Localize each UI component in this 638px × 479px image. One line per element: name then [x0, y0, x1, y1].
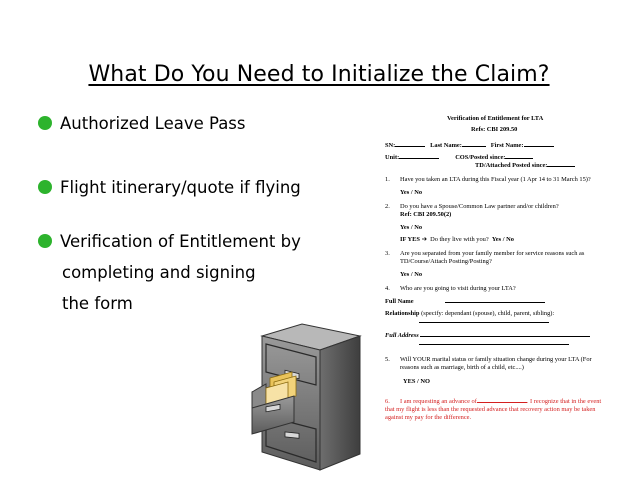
- q1-text: Have you taken an LTA during this Fiscal year (1 Apr 14 to 31 March 15)?: [400, 176, 591, 183]
- q2-text: Do you have a Spouse/Common Law partner and/or children?: [400, 203, 559, 210]
- q2-follow: Do they live with you?: [430, 236, 489, 243]
- q2-num: 2.: [385, 203, 390, 210]
- bullet-text: Authorized Leave Pass: [60, 114, 246, 133]
- q6-text-3: that my flight is less than the requested advance that recovery action may be taken: [385, 406, 596, 413]
- q2-ref: Ref: CBI 209.50(2): [400, 211, 452, 218]
- relationship-row: [385, 310, 554, 318]
- form-ref: Refs: CBI 209.50: [471, 126, 518, 133]
- relationship-hint: (specify: dependant (spouse), child, parent, sibling):: [421, 310, 555, 317]
- green-bullet-icon: [38, 180, 52, 194]
- form-unit-row: [385, 154, 533, 162]
- q3-text-2: TD/Course/Attach Posting/Posting?: [400, 258, 492, 265]
- file-cabinet-icon: [248, 322, 366, 472]
- q6-num: 6.: [385, 398, 390, 405]
- q5-answer: YES / NO: [403, 378, 430, 385]
- q5-text-1: Will YOUR marital status or family situation change during your LTA (For: [400, 356, 592, 363]
- bullet-authorized-leave-pass: [38, 108, 246, 139]
- q6-text-2: . I recognize that in the event: [526, 398, 602, 405]
- bullet-text: Flight itinerary/quote if flying: [60, 178, 301, 197]
- first-name-label: First Name:: [490, 142, 524, 149]
- q6-text-1: I am requesting an advance of: [400, 398, 477, 405]
- td-label: TD/Attached Posted since:: [475, 162, 548, 169]
- q3-text-1: Are you separated from your family member for service reasons such as: [400, 250, 585, 257]
- relationship-underline: [419, 318, 549, 326]
- unit-label: Unit:: [385, 154, 400, 161]
- q6-line-1: [400, 398, 601, 406]
- form-td-row: [475, 162, 575, 170]
- bullet-text: Verification of Entitlement by: [60, 232, 301, 251]
- relationship-label: Relationship: [385, 310, 420, 317]
- last-name-label: Last Name:: [430, 142, 462, 149]
- right-arrow-icon: ➔: [421, 236, 427, 243]
- q6-text-4: against my pay for the difference.: [385, 414, 472, 421]
- q5-text-2: reasons such as marriage, birth of a child, etc....): [400, 364, 524, 371]
- q4-text: Who are you going to visit during your LTA?: [400, 285, 516, 292]
- bullet-flight-itinerary: [38, 172, 301, 203]
- q2-if-yes: IF YES: [400, 236, 420, 243]
- green-bullet-icon: [38, 234, 52, 248]
- q2-answer: Yes / No: [400, 224, 423, 231]
- sn-label: SN:: [385, 142, 396, 149]
- full-name-row: [385, 298, 545, 306]
- q2-follow-answer: Yes / No: [491, 236, 514, 243]
- bullet-text-cont: the form: [62, 294, 133, 313]
- q3-answer: Yes / No: [400, 271, 423, 278]
- bullet-text-cont: completing and signing: [62, 263, 256, 282]
- full-address-label: Full Address: [385, 332, 419, 339]
- green-bullet-icon: [38, 116, 52, 130]
- slide-title: What Do You Need to Initialize the Claim?: [88, 62, 550, 87]
- address-underline: [419, 340, 569, 348]
- form-sn-row: [385, 142, 554, 150]
- q2-if-row: [400, 236, 514, 244]
- bullet-verification: [38, 226, 301, 319]
- q5-num: 5.: [385, 356, 390, 363]
- full-name-label: Full Name: [385, 298, 414, 305]
- full-address-row: [385, 332, 590, 340]
- q3-num: 3.: [385, 250, 390, 257]
- q1-answer: Yes / No: [400, 189, 423, 196]
- q4-num: 4.: [385, 285, 390, 292]
- form-title: Verification of Entitlement for LTA: [447, 115, 544, 122]
- cos-label: COS/Posted since:: [455, 154, 506, 161]
- q1-num: 1.: [385, 176, 390, 183]
